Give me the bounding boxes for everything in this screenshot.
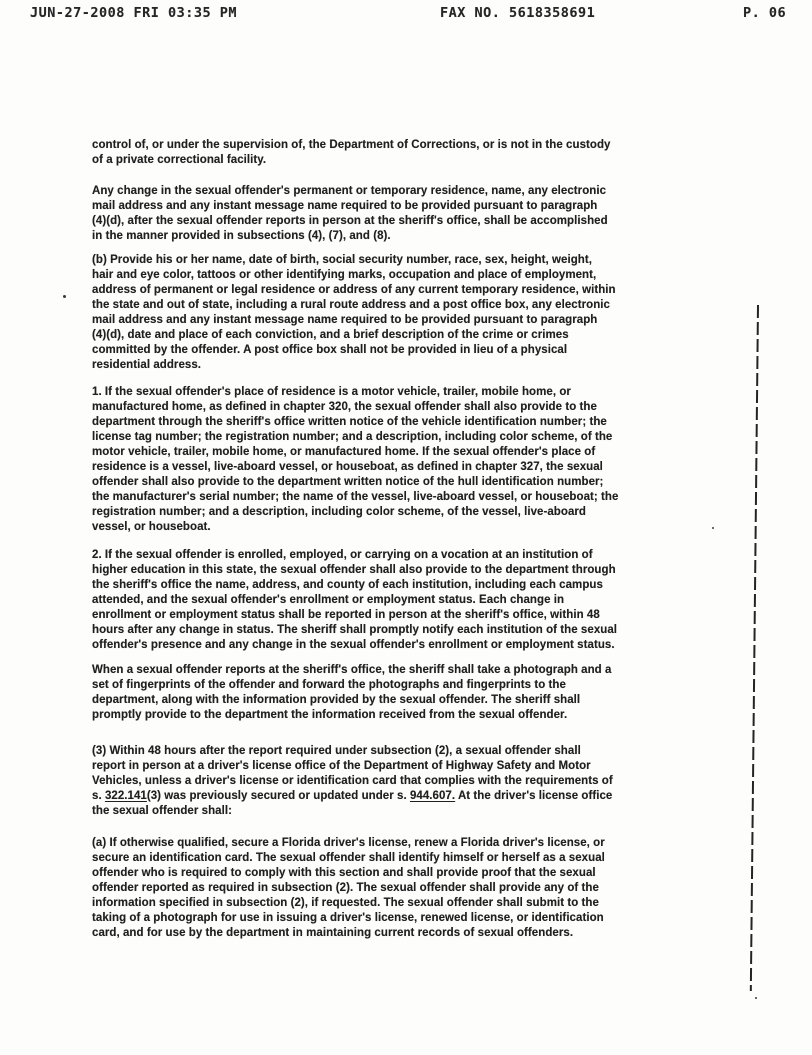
text-line: attended, and the sexual offender's enrollment or employment status. Each change in [92, 594, 565, 606]
text-line: (4)(d), after the sexual offender reports in person at the sheriff's office, shall be accomplished [92, 215, 608, 227]
text-line: higher education in this state, the sexual offender shall also provide to the department through [92, 564, 616, 576]
scan-artifact-dashed-line [750, 305, 759, 991]
text-line: promptly provide to the department the information received from the sexual offender. [92, 709, 568, 721]
text-line: card, and for use by the department in maintaining current records of sexual offenders. [92, 927, 574, 939]
text-line: registration number; and a description, including color scheme, of the vessel, live-aboard [92, 506, 586, 518]
text-line: Any change in the sexual offender's permanent or temporary residence, name, any electronic [92, 185, 607, 197]
fax-number: FAX NO. 5618358691 [440, 5, 596, 21]
paragraph [92, 184, 672, 244]
text-line: offender shall also provide to the department written notice of the hull identification number; [92, 476, 604, 488]
text-line: offender reported as required in subsection (2). The sexual offender shall provide any of the [92, 882, 599, 894]
text-line: committed by the offender. A post office box shall not be provided in lieu of a physical [92, 344, 568, 356]
text-line: motor vehicle, trailer, mobile home, or manufactured home. If the sexual offender's place of [92, 446, 596, 458]
fax-page-number: P. 06 [743, 5, 787, 21]
text-line: license tag number; the registration number; and a description, including color scheme, of the [92, 431, 613, 443]
text-line [92, 789, 672, 804]
text-line: mail address and any instant message name required to be provided pursuant to paragraph [92, 200, 598, 212]
fax-header [0, 5, 812, 25]
text-line: in the manner provided in subsections (4), (7), and (8). [92, 230, 391, 242]
text-line: the manufacturer's serial number; the name of the vessel, live-aboard vessel, or houseboat; the [92, 491, 619, 503]
text-line: offender's presence and any change in the sexual offender's enrollment or employment status. [92, 639, 615, 651]
text-line: department through the sheriff's office written notice of the vehicle identification number; the [92, 416, 607, 428]
text-line: information specified in subsection (2), if requested. The sexual offender shall submit to the [92, 897, 599, 909]
scan-artifact-dot [63, 295, 66, 298]
text-line: manufactured home, as defined in chapter 320, the sexual offender shall also provide to the [92, 401, 597, 413]
text-line: the sexual offender shall: [92, 805, 232, 817]
text-line: address of permanent or legal residence or address of any current temporary residence, within [92, 284, 616, 296]
text-line: mail address and any instant message name required to be provided pursuant to paragraph [92, 314, 598, 326]
text-line: of a private correctional facility. [92, 154, 267, 166]
text-line: taking of a photograph for use in issuing a driver's license, renewed license, or identification [92, 912, 604, 924]
text-line: enrollment or employment status shall be reported in person at the sheriff's office, within 48 [92, 609, 600, 621]
text-line: hair and eye color, tattoos or other identifying marks, occupation and place of employment, [92, 269, 597, 281]
text-line: 2. If the sexual offender is enrolled, employed, or carrying on a vocation at an institution of [92, 549, 593, 561]
text-line: (a) If otherwise qualified, secure a Florida driver's license, renew a Florida driver's license, or [92, 837, 605, 849]
text-line: control of, or under the supervision of, the Department of Corrections, or is not in the custody [92, 139, 611, 151]
paragraph [92, 138, 672, 168]
paragraph [92, 836, 672, 941]
text-segment: s. [92, 790, 105, 802]
statute-reference: 322.141 [104, 790, 147, 802]
text-segment: At the driver's license office [455, 790, 613, 802]
paragraph [92, 385, 672, 535]
scan-artifact-dot [755, 997, 757, 999]
text-segment: (3) was previously secured or updated under s. [146, 790, 410, 802]
text-line: hours after any change in status. The sheriff shall promptly notify each institution of the sexual [92, 624, 618, 636]
paragraph [92, 744, 672, 819]
text-line: offender who is required to comply with this section and shall provide proof that the sexual [92, 867, 596, 879]
text-line: secure an identification card. The sexual offender shall identify himself or herself as a sexual [92, 852, 605, 864]
paragraph [92, 663, 672, 723]
text-line: When a sexual offender reports at the sheriff's office, the sheriff shall take a photograph and a [92, 664, 612, 676]
text-line: department, along with the information provided by the sexual offender. The sheriff shall [92, 694, 581, 706]
text-line: vessel, or houseboat. [92, 521, 211, 533]
fax-timestamp: JUN-27-2008 FRI 03:35 PM [30, 5, 238, 21]
text-line: the state and out of state, including a rural route address and a post office box, any electronic [92, 299, 610, 311]
paragraph [92, 253, 672, 373]
text-line: residence is a vessel, live-aboard vessel, or houseboat, as defined in chapter 327, the sexual [92, 461, 603, 473]
scan-artifact-dot [712, 527, 714, 529]
text-line: report in person at a driver's license office of the Department of Highway Safety and Motor [92, 760, 591, 772]
text-line: (3) Within 48 hours after the report required under subsection (2), a sexual offender shall [92, 745, 581, 757]
text-line: the sheriff's office the name, address, and county of each institution, including each campus [92, 579, 603, 591]
text-line: (4)(d), date and place of each conviction, and a brief description of the crime or crimes [92, 329, 569, 341]
text-line: residential address. [92, 359, 202, 371]
statute-reference: 944.607. [409, 790, 456, 802]
text-line: (b) Provide his or her name, date of birth, social security number, race, sex, height, weight, [92, 254, 592, 266]
text-line: set of fingerprints of the offender and forward the photographs and fingerprints to the [92, 679, 566, 691]
paragraph [92, 548, 672, 653]
text-line: Vehicles, unless a driver's license or identification card that complies with the requirements of [92, 775, 613, 787]
text-line: 1. If the sexual offender's place of residence is a motor vehicle, trailer, mobile home, or [92, 386, 571, 398]
